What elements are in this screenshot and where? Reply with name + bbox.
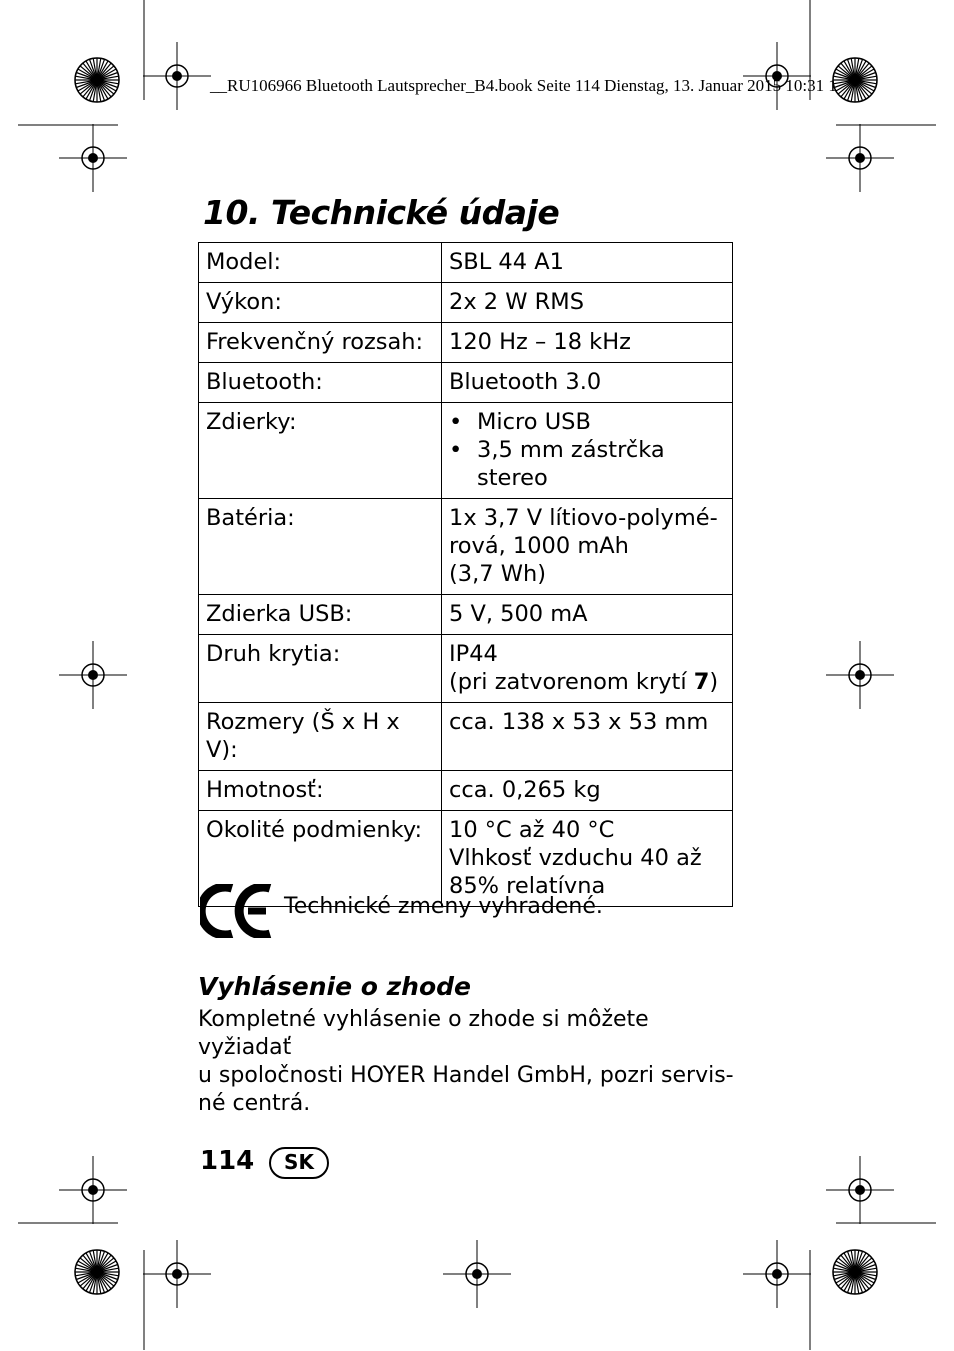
spec-value-text: cca. 0,265 kg bbox=[449, 777, 601, 803]
spec-value-line bbox=[449, 668, 726, 696]
spec-label: Zdierka USB: bbox=[199, 595, 442, 635]
registration-mark-icon bbox=[59, 1156, 127, 1224]
spec-value-text: cca. 138 x 53 x 53 mm bbox=[449, 709, 709, 735]
star-target-icon bbox=[75, 1250, 119, 1294]
spec-value-line bbox=[449, 288, 726, 316]
table-row bbox=[199, 323, 733, 363]
spec-label: Hmotnosť: bbox=[199, 771, 442, 811]
spec-value-line bbox=[449, 504, 726, 532]
star-target-icon bbox=[833, 1250, 877, 1294]
spec-value-line bbox=[449, 708, 726, 736]
spec-value bbox=[442, 283, 733, 323]
spec-value-suffix: ) bbox=[709, 669, 719, 695]
star-target-icon bbox=[833, 58, 877, 102]
registration-mark-icon bbox=[143, 42, 211, 110]
spec-label: Model: bbox=[199, 243, 442, 283]
spec-label: Batéria: bbox=[199, 499, 442, 595]
spec-label: Zdierky: bbox=[199, 403, 442, 499]
spec-value-text: 2x 2 W RMS bbox=[449, 289, 584, 315]
registration-mark-icon bbox=[59, 641, 127, 709]
spec-value-line bbox=[449, 816, 726, 844]
spec-value-text: 10 °C až 40 °C bbox=[449, 817, 615, 843]
star-target-icon bbox=[75, 58, 119, 102]
spec-value-line bbox=[449, 600, 726, 628]
spec-value bbox=[442, 403, 733, 499]
registration-mark-icon bbox=[826, 124, 894, 192]
figure-reference: 7 bbox=[693, 669, 710, 695]
declaration-line: u spoločnosti HOYER Handel GmbH, pozri servis- bbox=[198, 1063, 734, 1088]
section-title bbox=[203, 193, 559, 232]
spec-value-text: (pri zatvorenom krytí bbox=[449, 669, 694, 695]
spec-label: Bluetooth: bbox=[199, 363, 442, 403]
spec-value bbox=[442, 703, 733, 771]
registration-mark-icon bbox=[826, 1156, 894, 1224]
table-row bbox=[199, 499, 733, 595]
spec-value-text: IP44 bbox=[449, 641, 498, 667]
spec-label: Výkon: bbox=[199, 283, 442, 323]
table-row bbox=[199, 635, 733, 703]
registration-mark-icon bbox=[826, 641, 894, 709]
registration-mark-icon bbox=[59, 124, 127, 192]
table-row bbox=[199, 403, 733, 499]
spec-value-line bbox=[449, 560, 726, 588]
spec-value-text: 1x 3,7 V lítiovo-polymé- bbox=[449, 505, 718, 531]
spec-value-text: 5 V, 500 mA bbox=[449, 601, 588, 627]
spec-value-line bbox=[449, 368, 726, 396]
spec-value-line bbox=[449, 532, 726, 560]
spec-value-line bbox=[449, 248, 726, 276]
spec-value-text: (3,7 Wh) bbox=[449, 561, 546, 587]
spec-value-text: SBL 44 A1 bbox=[449, 249, 564, 275]
table-row bbox=[199, 703, 733, 771]
bullet-item bbox=[449, 436, 726, 492]
spec-label: Rozmery (Š x H x V): bbox=[199, 703, 442, 771]
table-row bbox=[199, 283, 733, 323]
declaration-body bbox=[198, 1006, 743, 1118]
registration-mark-icon bbox=[743, 1240, 811, 1308]
declaration-line: né centrá. bbox=[198, 1091, 311, 1116]
spec-value bbox=[442, 635, 733, 703]
spec-value bbox=[442, 243, 733, 283]
spec-value-text: Vlhkosť vzduchu 40 až bbox=[449, 845, 702, 871]
bullet-icon: • bbox=[449, 409, 463, 435]
print-slug-header: __RU106966 Bluetooth Lautsprecher_B4.book Seite 114 Dienstag, 13. Januar 2015 10:31 1 bbox=[210, 76, 837, 95]
spec-value-line bbox=[449, 328, 726, 356]
spec-value-text: Bluetooth 3.0 bbox=[449, 369, 602, 395]
table-row bbox=[199, 595, 733, 635]
technical-changes-note: Technické zmeny vyhradené. bbox=[284, 894, 603, 919]
bullet-item bbox=[449, 408, 726, 436]
bullet-text: Micro USB bbox=[477, 409, 591, 435]
table-row bbox=[199, 243, 733, 283]
spec-value-line bbox=[449, 776, 726, 804]
spec-label: Frekvenčný rozsah: bbox=[199, 323, 442, 363]
spec-label: Okolité podmienky: bbox=[199, 811, 442, 907]
declaration-line: Kompletné vyhlásenie o zhode si môžete vyžiadať bbox=[198, 1007, 649, 1060]
specs-table bbox=[198, 242, 733, 907]
spec-value-line bbox=[449, 844, 726, 872]
table-row bbox=[199, 363, 733, 403]
registration-mark-icon bbox=[443, 1240, 511, 1308]
spec-label: Druh krytia: bbox=[199, 635, 442, 703]
spec-value bbox=[442, 771, 733, 811]
table-row bbox=[199, 811, 733, 907]
table-row bbox=[199, 771, 733, 811]
spec-value bbox=[442, 811, 733, 907]
spec-value-text: 85% relatívna bbox=[449, 873, 606, 899]
language-badge: SK bbox=[269, 1147, 329, 1179]
bullet-icon: • bbox=[449, 437, 463, 463]
declaration-heading: Vyhlásenie o zhode bbox=[198, 972, 471, 1001]
page-number: 114 bbox=[200, 1146, 255, 1176]
spec-value bbox=[442, 499, 733, 595]
spec-value bbox=[442, 323, 733, 363]
spec-value bbox=[442, 595, 733, 635]
bullet-text: 3,5 mm zástrčka stereo bbox=[477, 437, 665, 491]
section-number: 10. bbox=[203, 193, 260, 232]
ce-mark-icon bbox=[200, 884, 276, 938]
spec-value-line bbox=[449, 640, 726, 668]
registration-mark-icon bbox=[143, 1240, 211, 1308]
spec-value-text: rová, 1000 mAh bbox=[449, 533, 629, 559]
section-title-text: Technické údaje bbox=[270, 193, 560, 232]
spec-value-text: 120 Hz – 18 kHz bbox=[449, 329, 631, 355]
spec-value bbox=[442, 363, 733, 403]
